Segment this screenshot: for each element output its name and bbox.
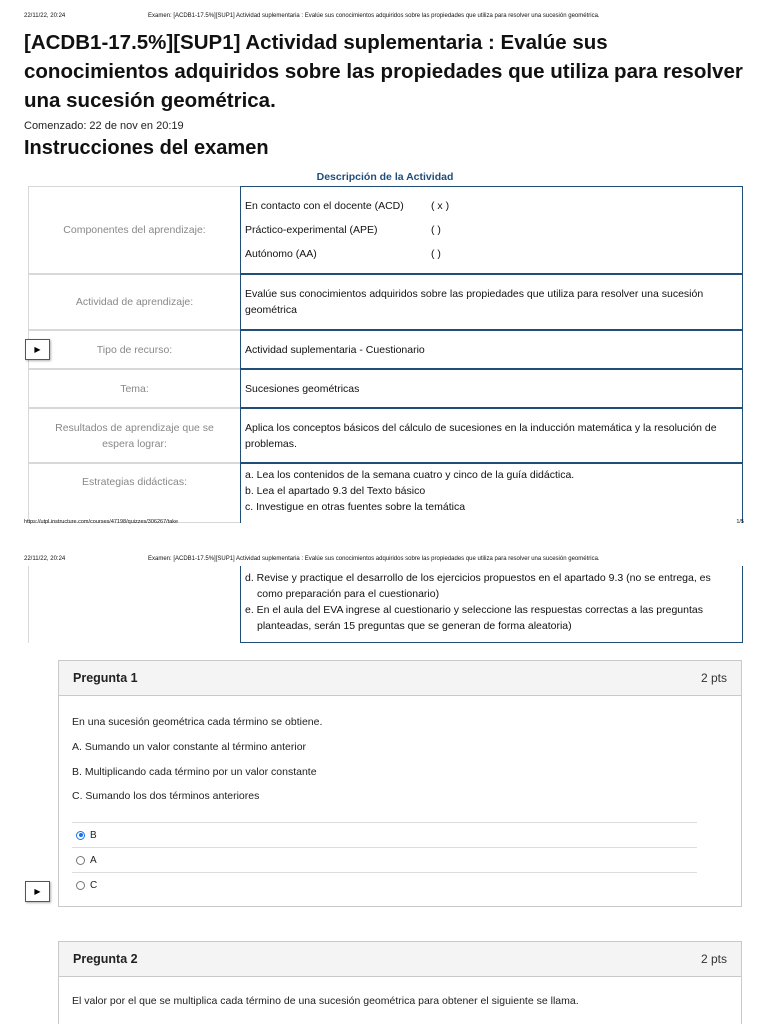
question-header bbox=[59, 661, 741, 696]
outcomes-label: Resultados de aprendizaje que se espera lograr: bbox=[28, 408, 240, 463]
strategy-item: c. Investigue en otras fuentes sobre la temática bbox=[245, 501, 466, 513]
description-caption: Descripción de la Actividad bbox=[316, 171, 454, 183]
question-points: 2 pts bbox=[700, 952, 727, 966]
question-option-text: C. Sumando los dos términos anteriores bbox=[72, 790, 260, 802]
topic-label: Tema: bbox=[28, 369, 240, 408]
radio-icon[interactable] bbox=[76, 881, 85, 890]
activity-value bbox=[240, 274, 743, 330]
strategies-label: Estrategias didácticas: bbox=[28, 463, 240, 523]
page-url: https://utpl.instructure.com/courses/47198/quizzes/306267/take bbox=[24, 519, 179, 525]
outcomes-value bbox=[240, 408, 743, 463]
instructions-heading: Instrucciones del examen bbox=[24, 137, 269, 159]
question-card-2 bbox=[58, 941, 742, 1024]
strategy-item: a. Lea los contenidos de la semana cuatro y cinco de la guía didáctica. bbox=[245, 469, 575, 481]
strategies-list-part2 bbox=[240, 566, 743, 643]
answer-label: C bbox=[90, 879, 98, 891]
answer-option-c[interactable] bbox=[72, 872, 697, 897]
pdf-page-footer bbox=[24, 519, 744, 529]
question-option-text: A. Sumando un valor constante al término anterior bbox=[72, 741, 307, 753]
play-icon[interactable]: ▶ bbox=[25, 881, 50, 902]
activity-text: Evalúe sus conocimientos adquiridos sobre las propiedades que utiliza para resolver una sucesión geométrica bbox=[245, 288, 704, 316]
component-mark: ( x ) bbox=[431, 200, 450, 212]
strategies-label-cont bbox=[28, 566, 240, 643]
component-ape bbox=[245, 218, 738, 242]
answer-option-b[interactable] bbox=[72, 822, 697, 847]
topic-text: Sucesiones geométricas bbox=[245, 382, 360, 395]
question-title: Pregunta 2 bbox=[73, 952, 138, 966]
play-icon[interactable]: ▶ bbox=[25, 339, 50, 360]
answer-label: A bbox=[90, 854, 97, 866]
resource-value bbox=[240, 330, 743, 369]
radio-selected-icon[interactable] bbox=[76, 831, 85, 840]
strategies-list-part1 bbox=[240, 463, 743, 523]
component-aa bbox=[245, 242, 738, 266]
question-prompt: El valor por el que se multiplica cada término de una sucesión geométrica para obtener el siguiente se llama. bbox=[72, 995, 579, 1007]
print-date: 22/11/22, 20:24 bbox=[24, 13, 66, 19]
component-acd bbox=[245, 194, 738, 218]
print-doc-title: Examen: [ACDB1-17.5%][SUP1] Actividad suplementaria : Evalúe sus conocimientos adquiridos sobre las propiedades que utiliza para resolver una sucesión geométrica. bbox=[148, 556, 600, 562]
started-timestamp: Comenzado: 22 de nov en 20:19 bbox=[24, 120, 184, 132]
component-mark: ( ) bbox=[431, 224, 441, 236]
component-mark: ( ) bbox=[431, 248, 441, 260]
component-name: Autónomo (AA) bbox=[245, 248, 317, 260]
pdf-page-header bbox=[24, 13, 744, 23]
resource-text: Actividad suplementaria - Cuestionario bbox=[245, 343, 425, 356]
components-label: Componentes del aprendizaje: bbox=[28, 186, 240, 274]
question-header bbox=[59, 942, 741, 977]
topic-value bbox=[240, 369, 743, 408]
question-option-text: B. Multiplicando cada término por un valor constante bbox=[72, 766, 317, 778]
exam-title: [ACDB1-17.5%][SUP1] Actividad suplementaria : Evalúe sus conocimientos adquiridos sobre las propiedades que utiliza para resolver una sucesión geométrica. bbox=[24, 31, 743, 112]
radio-icon[interactable] bbox=[76, 856, 85, 865]
question-card-1 bbox=[58, 660, 742, 907]
components-list bbox=[240, 186, 743, 274]
question-points: 2 pts bbox=[700, 671, 727, 685]
component-name: Práctico-experimental (APE) bbox=[245, 224, 378, 236]
page-number: 1/5 bbox=[736, 519, 744, 525]
outcomes-text: Aplica los conceptos básicos del cálculo de sucesiones en la inducción matemática y la resolución de problemas. bbox=[245, 421, 717, 450]
strategy-item: b. Lea el apartado 9.3 del Texto básico bbox=[245, 485, 426, 497]
answer-option-a[interactable] bbox=[72, 847, 697, 872]
strategy-item: d. Revise y practique el desarrollo de los ejercicios propuestos en el apartado 9.3 (no se entrega, es como preparación para el cuestionario) bbox=[245, 572, 711, 600]
component-name: En contacto con el docente (ACD) bbox=[245, 200, 404, 212]
print-doc-title: Examen: [ACDB1-17.5%][SUP1] Actividad suplementaria : Evalúe sus conocimientos adquiridos sobre las propiedades que utiliza para resolver una sucesión geométrica. bbox=[148, 13, 600, 19]
strategy-item: e. En el aula del EVA ingrese al cuestionario y seleccione las respuestas correctas a las preguntas planteadas, serán 15 preguntas que se generan de forma aleatoria) bbox=[245, 604, 703, 632]
resource-label: Tipo de recurso: bbox=[28, 330, 240, 369]
question-prompt: En una sucesión geométrica cada término se obtiene. bbox=[72, 716, 323, 728]
pdf-page-header-2 bbox=[24, 556, 744, 566]
answer-label: B bbox=[90, 829, 97, 841]
activity-label: Actividad de aprendizaje: bbox=[28, 274, 240, 330]
print-date: 22/11/22, 20:24 bbox=[24, 556, 66, 562]
question-title: Pregunta 1 bbox=[73, 671, 138, 685]
page-break bbox=[0, 531, 768, 551]
